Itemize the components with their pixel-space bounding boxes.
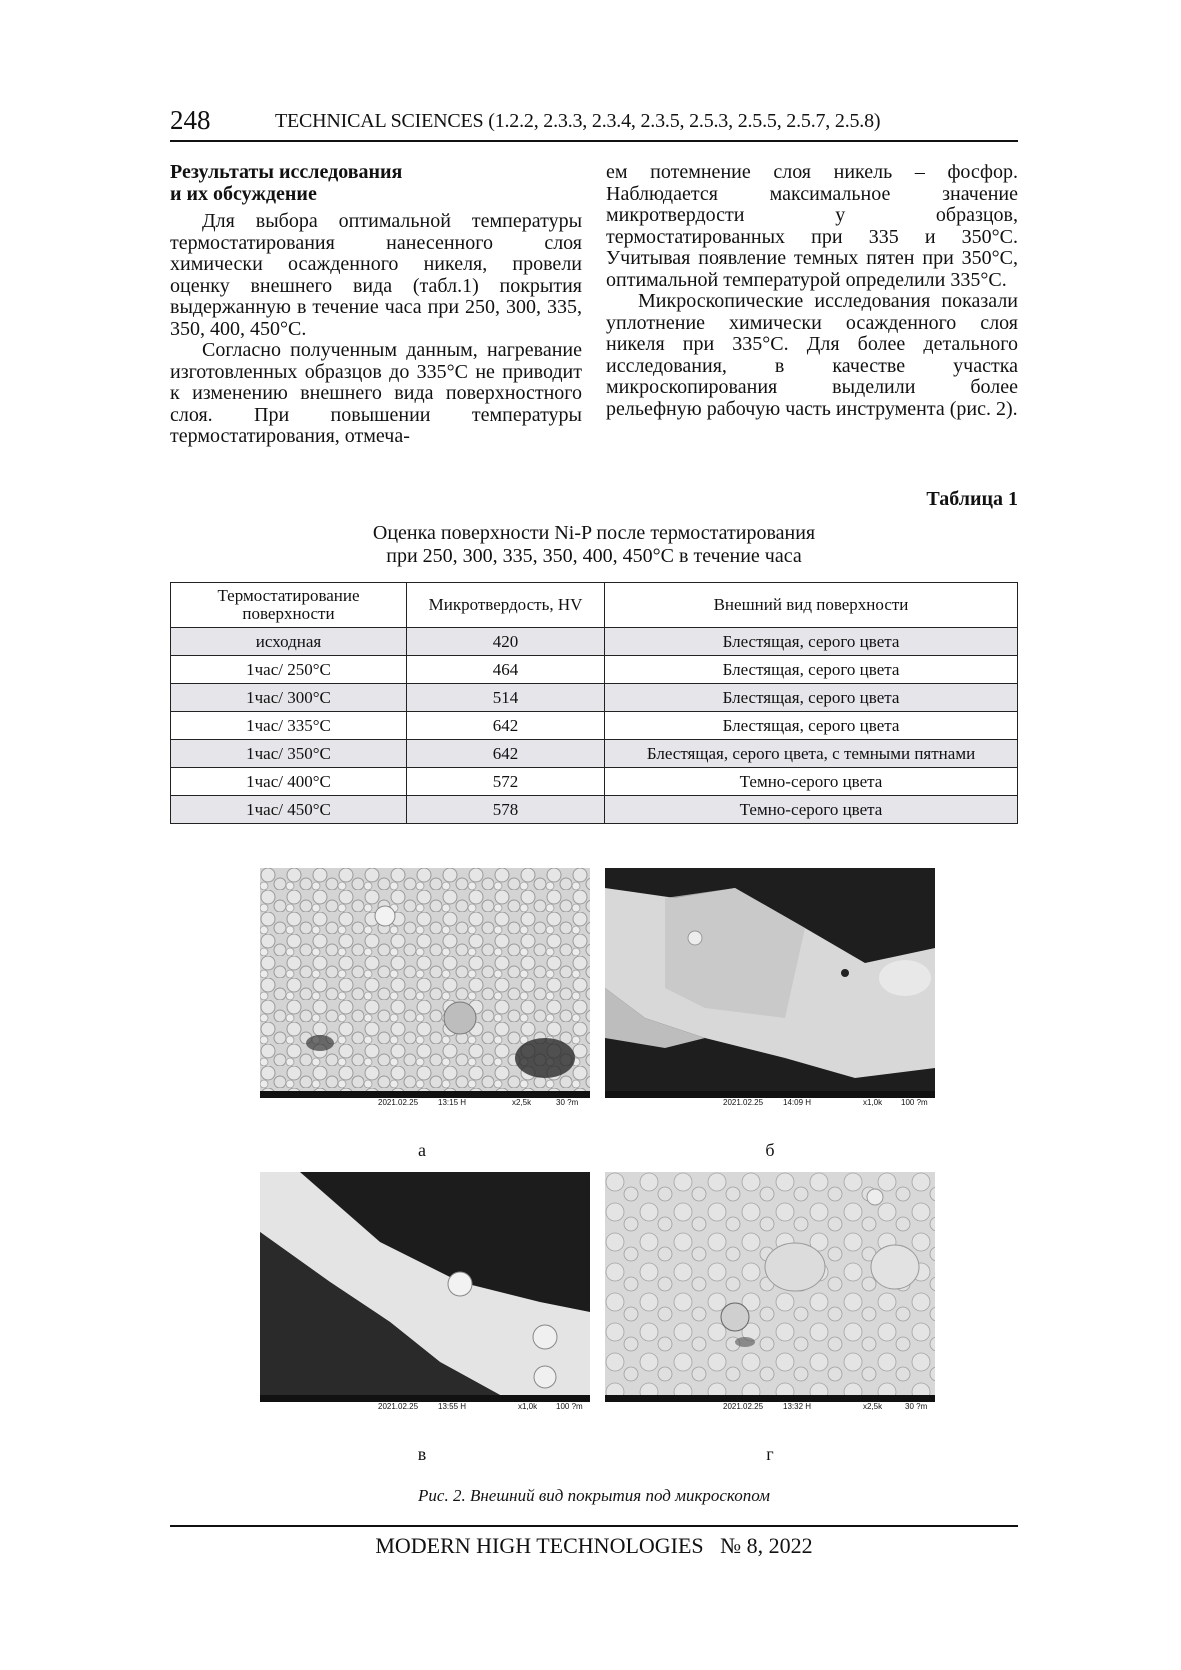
table-caption bbox=[170, 522, 1018, 568]
paragraph: Для выбора оптимальной температуры термостатирования нанесенного слоя химически осажденного никеля, провели оценку внешнего вида (табл.1) покрытия выдержанную в течение часа при 250, 300, 335, 350, 400, 450°С. bbox=[170, 210, 582, 340]
cell-hardness: 420 bbox=[407, 628, 605, 656]
table-row bbox=[171, 768, 1018, 796]
sem-meta-date: 2021.02.25 bbox=[378, 1402, 419, 1411]
page-number: 248 bbox=[170, 105, 211, 135]
sem-meta-date: 2021.02.25 bbox=[723, 1402, 764, 1411]
table-row bbox=[171, 684, 1018, 712]
micrograph-b bbox=[605, 868, 935, 1113]
section-title-line1: Результаты исследования bbox=[170, 161, 403, 183]
paragraph: Согласно полученным данным, нагревание изготовленных образцов до 335°С не приводит к изменению внешнего вида поверхностного слоя. При повышении температуры термостатирования, отмеча- bbox=[170, 339, 582, 447]
cell-appearance: Темно-серого цвета bbox=[605, 768, 1018, 796]
cell-hardness: 642 bbox=[407, 712, 605, 740]
cell-treatment: исходная bbox=[171, 628, 407, 656]
sem-meta-mag: x2,5k bbox=[863, 1402, 883, 1411]
table-row bbox=[171, 628, 1018, 656]
cell-treatment: 1час/ 400°С bbox=[171, 768, 407, 796]
sem-meta-scale: 100 ?m bbox=[901, 1098, 928, 1107]
sem-image-v bbox=[260, 1172, 590, 1402]
micrograph-v bbox=[260, 1172, 590, 1417]
right-column bbox=[606, 162, 1018, 420]
journal-name: MODERN HIGH TECHNOLOGIES bbox=[375, 1533, 704, 1558]
cell-hardness: 514 bbox=[407, 684, 605, 712]
cell-hardness: 642 bbox=[407, 740, 605, 768]
sem-meta-mag: x2,5k bbox=[512, 1098, 532, 1107]
table-caption-line1: Оценка поверхности Ni-P после термостатирования bbox=[372, 522, 816, 544]
table-caption-line2: при 250, 300, 335, 350, 400, 450°С в течение часа bbox=[386, 545, 802, 567]
paragraph: ем потемнение слоя никель – фосфор. Наблюдается максимальное значение микротвердости у образцов, термостатированных при 335 и 350°С. Учитывая появление темных пятен при 350°С, оптимальной температурой определили 335°С. bbox=[606, 161, 1018, 291]
micrograph-a bbox=[260, 868, 590, 1113]
sem-meta-date: 2021.02.25 bbox=[723, 1098, 764, 1107]
results-table bbox=[170, 582, 1018, 824]
panel-label-b: б bbox=[765, 1140, 775, 1160]
cell-hardness: 572 bbox=[407, 768, 605, 796]
cell-hardness: 578 bbox=[407, 796, 605, 824]
cell-treatment: 1час/ 300°С bbox=[171, 684, 407, 712]
sem-meta-time: 13:55 H bbox=[438, 1402, 467, 1411]
panel-label-a: а bbox=[418, 1140, 426, 1160]
sem-meta-scale: 30 ?m bbox=[556, 1098, 579, 1107]
sem-meta-scale: 100 ?m bbox=[556, 1402, 583, 1411]
cell-appearance: Блестящая, серого цвета bbox=[605, 684, 1018, 712]
panel-label-v: в bbox=[417, 1444, 427, 1464]
page-header bbox=[170, 104, 1018, 142]
micrograph-g bbox=[605, 1172, 935, 1417]
panel-label-g: г bbox=[766, 1444, 774, 1464]
cell-treatment: 1час/ 335°С bbox=[171, 712, 407, 740]
sem-meta-mag: x1,0k bbox=[518, 1402, 538, 1411]
cell-appearance: Блестящая, серого цвета bbox=[605, 628, 1018, 656]
cell-appearance: Темно-серого цвета bbox=[605, 796, 1018, 824]
sem-meta-time: 13:15 H bbox=[438, 1098, 467, 1107]
journal-section: TECHNICAL SCIENCES (1.2.2, 2.3.3, 2.3.4, 2.3.5, 2.5.3, 2.5.5, 2.5.7, 2.5.8) bbox=[275, 110, 881, 132]
column-header: Термостатирование поверхности bbox=[171, 583, 407, 628]
cell-hardness: 464 bbox=[407, 656, 605, 684]
sem-image-b bbox=[605, 868, 935, 1098]
sem-meta-time: 13:32 H bbox=[783, 1402, 812, 1411]
table-header-row bbox=[171, 583, 1018, 628]
sem-image-a bbox=[260, 868, 590, 1098]
table-label: Таблица 1 bbox=[926, 488, 1018, 510]
paragraph: Микроскопические исследования показали уплотнение химически осажденного слоя никеля при 335°С. Для более детального исследования, в качестве участка микроскопирования выделили более рельефную рабочую часть инструмента (рис. 2). bbox=[606, 290, 1018, 420]
table-row bbox=[171, 796, 1018, 824]
cell-appearance: Блестящая, серого цвета, с темными пятнами bbox=[605, 740, 1018, 768]
section-title-line2: и их обсуждение bbox=[170, 182, 317, 205]
sem-meta-time: 14:09 H bbox=[783, 1098, 812, 1107]
cell-appearance: Блестящая, серого цвета bbox=[605, 712, 1018, 740]
table-row bbox=[171, 740, 1018, 768]
sem-meta-date: 2021.02.25 bbox=[378, 1098, 419, 1107]
column-header: Микротвердость, HV bbox=[407, 583, 605, 628]
cell-appearance: Блестящая, серого цвета bbox=[605, 656, 1018, 684]
sem-meta-scale: 30 ?m bbox=[905, 1402, 928, 1411]
cell-treatment: 1час/ 350°С bbox=[171, 740, 407, 768]
column-header: Внешний вид поверхности bbox=[605, 583, 1018, 628]
table-row bbox=[171, 656, 1018, 684]
cell-treatment: 1час/ 250°С bbox=[171, 656, 407, 684]
journal-issue: № 8, 2022 bbox=[720, 1533, 813, 1558]
page-footer bbox=[170, 1525, 1018, 1559]
sem-image-g bbox=[605, 1172, 935, 1402]
table-row bbox=[171, 712, 1018, 740]
left-column bbox=[170, 162, 582, 448]
figure-caption: Рис. 2. Внешний вид покрытия под микроскопом bbox=[418, 1486, 770, 1505]
cell-treatment: 1час/ 450°С bbox=[171, 796, 407, 824]
sem-meta-mag: x1,0k bbox=[863, 1098, 883, 1107]
